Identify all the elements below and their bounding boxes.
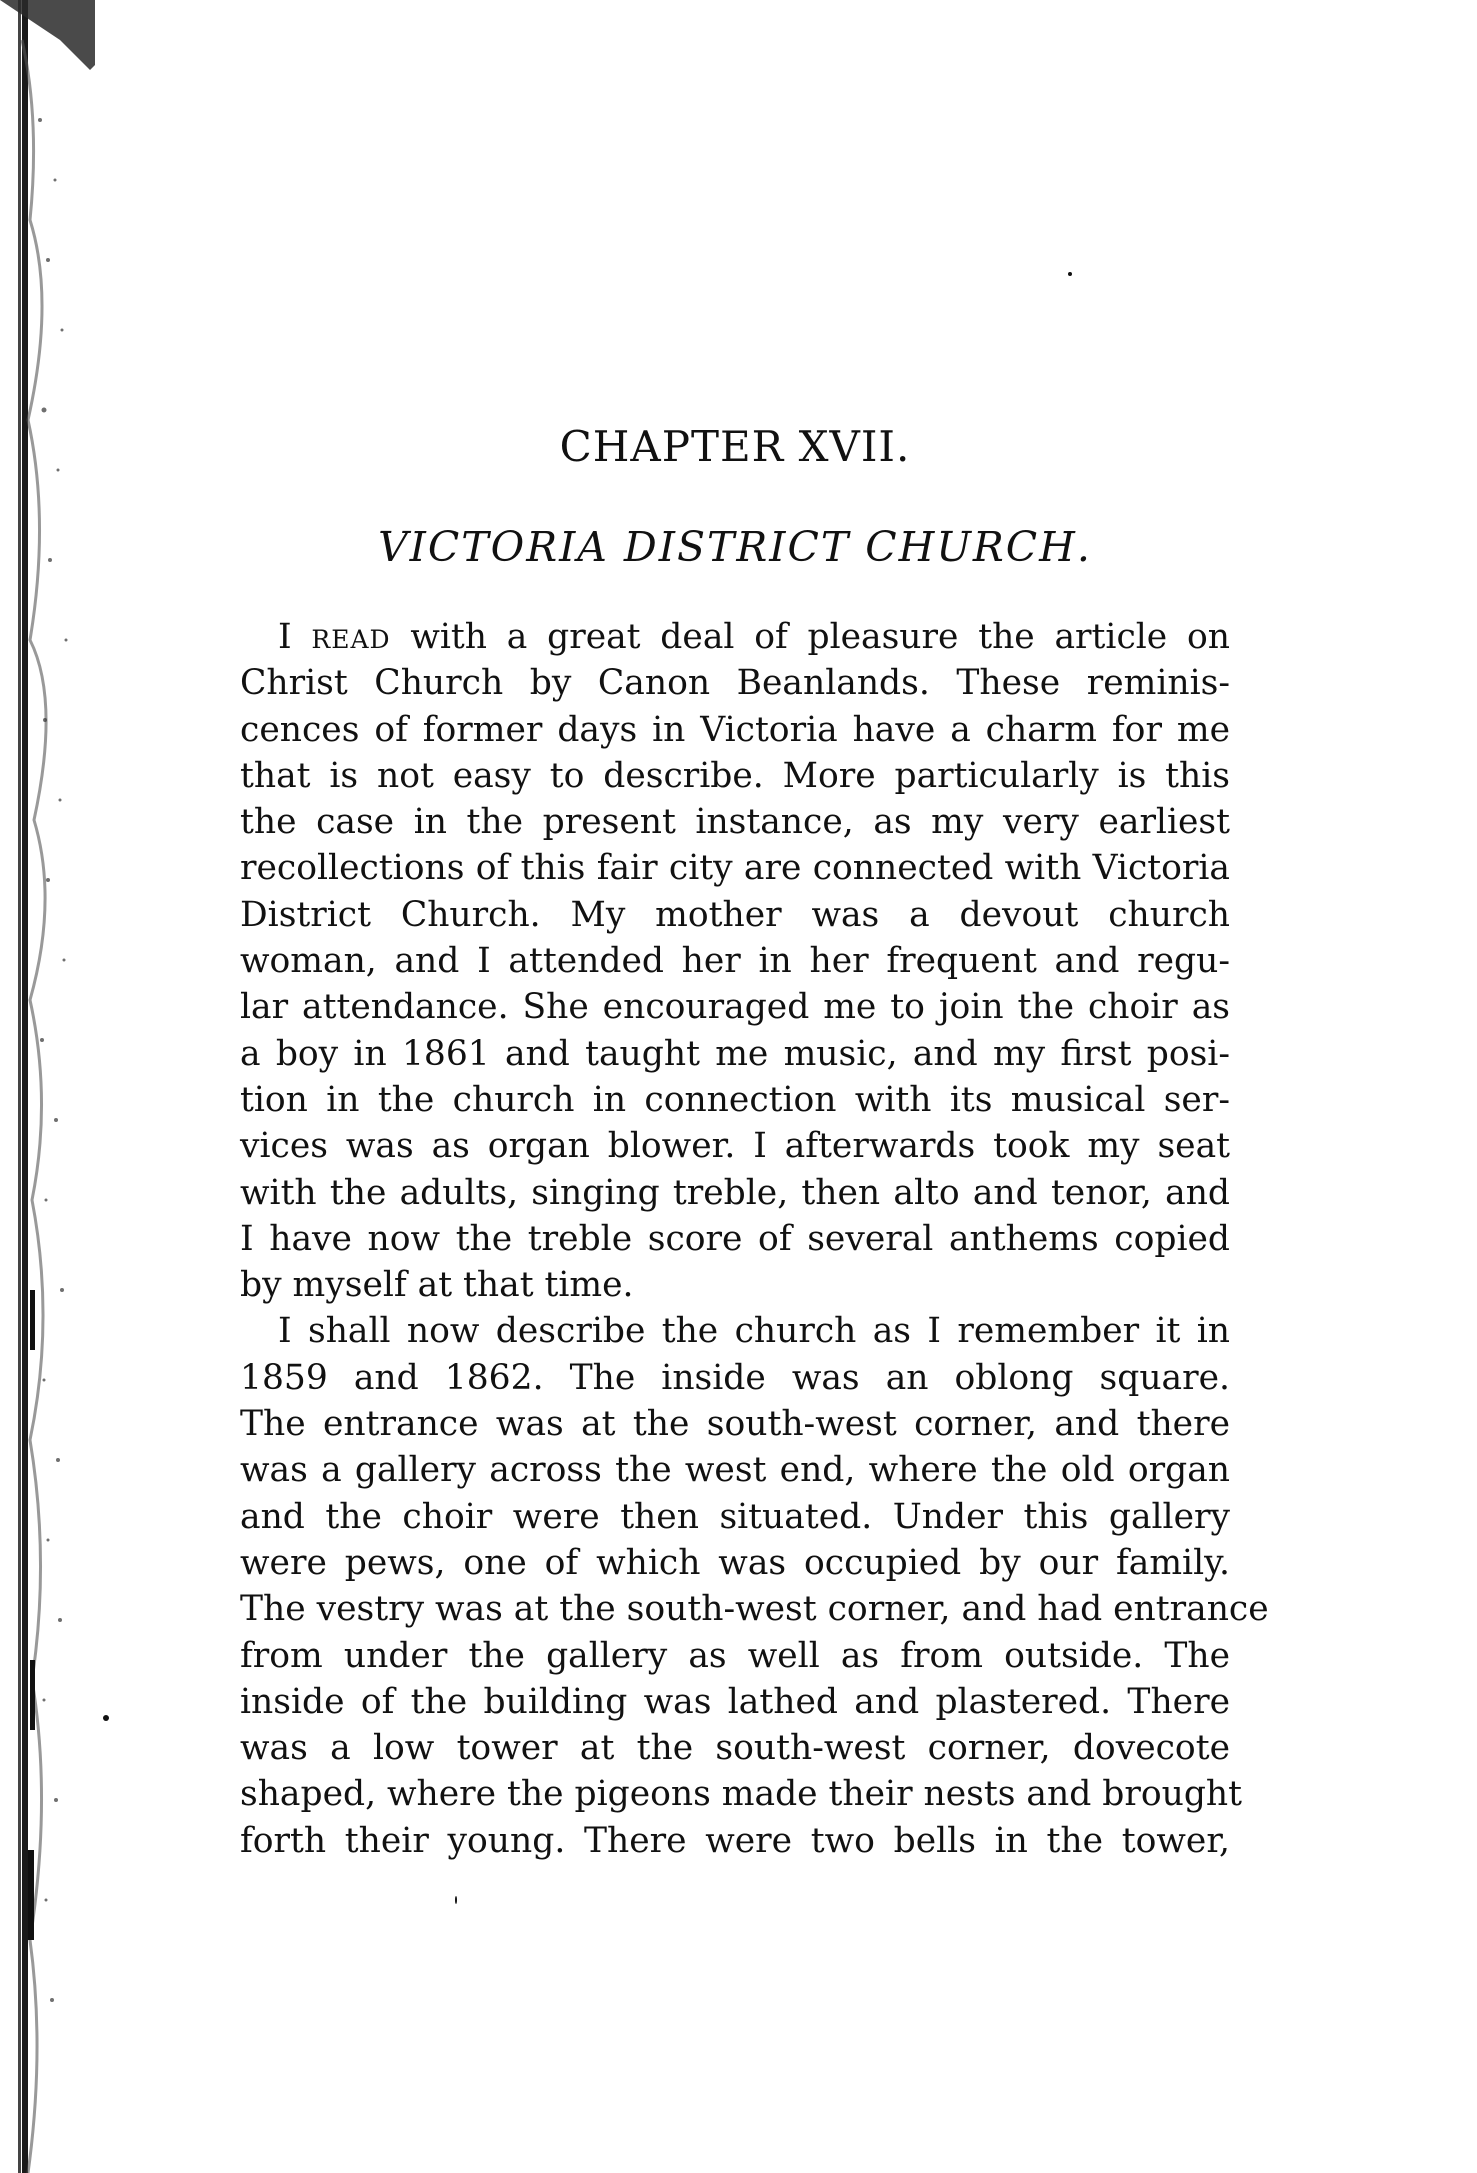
text-line: vices was as organ blower. I afterwards took my seat [240,1126,1230,1167]
scan-speck [455,1896,457,1904]
paragraph-2-first-line: I shall now describe the church as I remember it in [278,1311,1230,1352]
text-line: tion in the church in connection with its musical ser- [240,1079,1230,1120]
small-caps-word: READ [311,625,391,654]
text-line: Christ Church by Canon Beanlands. These reminis- [240,663,1230,704]
text-line: inside of the building was lathed and plastered. There [240,1681,1230,1722]
text-line: woman, and I attended her in her frequent and regu- [240,941,1230,982]
text-line: by myself at that time. [240,1265,634,1306]
scan-speck [1068,272,1072,276]
text-line: The entrance was at the south-west corner, and there [240,1404,1230,1445]
first-line-rest: with a great deal of pleasure the article on [390,617,1230,657]
scanned-binding-edge [0,0,95,2173]
text-line: 1859 and 1862. The inside was an oblong square. [240,1357,1230,1398]
first-word: I [278,617,312,657]
text-line: shaped, where the pigeons made their nests and brought [240,1774,1242,1815]
text-line: a boy in 1861 and taught me music, and my first posi- [240,1033,1230,1074]
text-line: lar attendance. She encouraged me to join the choir as [240,987,1230,1028]
text-line: recollections of this fair city are connected with Victoria [240,848,1230,889]
text-line: forth their young. There were two bells in the tower, [240,1820,1230,1861]
text-line: were pews, one of which was occupied by our family. [240,1542,1230,1583]
text-line: and the choir were then situated. Under this gallery [240,1496,1230,1537]
text-line: District Church. My mother was a devout church [240,894,1230,935]
text-line: cences of former days in Victoria have a charm for me [240,709,1230,750]
paragraph-1-first-line [240,614,1230,660]
chapter-heading: CHAPTER XVII. [559,422,911,471]
text-line: was a gallery across the west end, where the old organ [240,1450,1230,1491]
text-line: I have now the treble score of several anthems copied [240,1218,1230,1259]
text-line: was a low tower at the south-west corner, dovecote [240,1728,1230,1769]
chapter-body [240,614,1269,1864]
scan-speck [103,1715,109,1721]
text-line: from under the gallery as well as from outside. The [240,1635,1230,1676]
text-line: The vestry was at the south-west corner, and had entrance [240,1589,1269,1630]
chapter-title: VICTORIA DISTRICT CHURCH. [378,523,1092,571]
text-line: with the adults, singing treble, then alto and tenor, and [240,1172,1230,1213]
text-line: that is not easy to describe. More particularly is this [240,755,1230,796]
text-line: the case in the present instance, as my very earliest [240,802,1230,843]
